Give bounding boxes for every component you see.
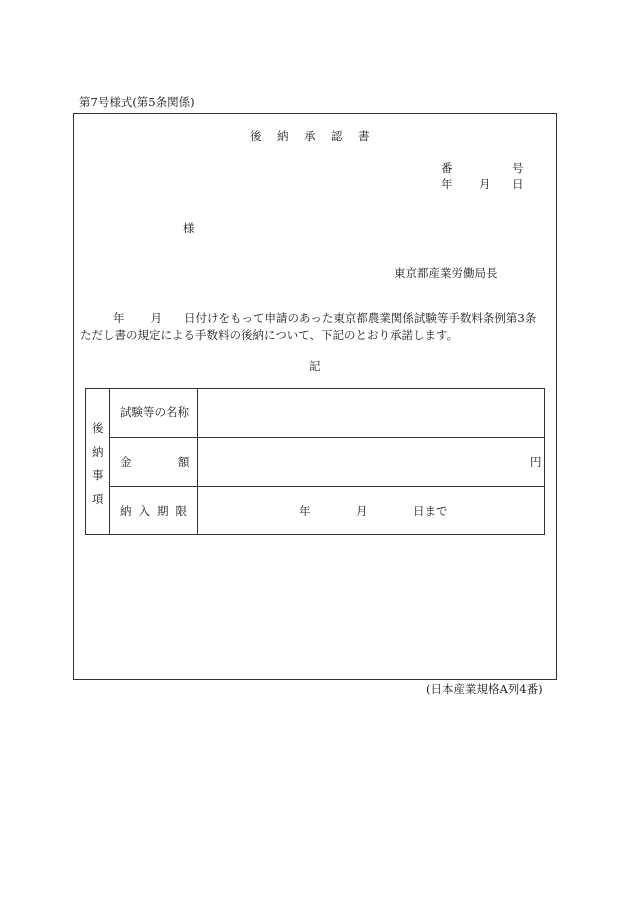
footer-note: (日本産業規格A列4番) bbox=[426, 682, 543, 696]
column-divider bbox=[109, 389, 110, 534]
document-number-suffix: 号 bbox=[512, 161, 524, 175]
side-label-char: 後 bbox=[92, 421, 104, 435]
amount-label-char: 金 bbox=[120, 455, 132, 469]
amount-label-char: 額 bbox=[178, 455, 190, 469]
deadline-month: 月 bbox=[356, 504, 368, 518]
deadline-day: 日まで bbox=[413, 504, 448, 518]
deadline-label: 納入期限 bbox=[120, 504, 194, 518]
deferred-payment-table bbox=[85, 388, 545, 535]
sender-title: 東京都産業労働局長 bbox=[394, 266, 498, 280]
side-label-column bbox=[86, 389, 109, 534]
test-name-label: 試験等の名称 bbox=[120, 405, 189, 419]
body-line-1-text: 日付けをもって申請のあった東京都農業関係試験等手数料条例第3条 bbox=[184, 311, 537, 325]
date-day-label: 日 bbox=[512, 177, 524, 191]
addressee-honorific: 様 bbox=[183, 221, 195, 235]
body-line-1 bbox=[113, 313, 536, 325]
side-label-char: 納 bbox=[92, 445, 104, 459]
column-divider bbox=[197, 389, 198, 534]
deadline-year: 年 bbox=[299, 504, 311, 518]
row-divider bbox=[109, 437, 544, 438]
row-divider bbox=[109, 486, 544, 487]
amount-unit: 円 bbox=[530, 455, 542, 469]
side-label-char: 事 bbox=[92, 468, 104, 482]
ki-heading: 記 bbox=[309, 359, 321, 373]
form-label: 第7号様式(第5条関係) bbox=[79, 95, 195, 109]
body-month: 月 bbox=[150, 311, 162, 325]
side-label-char: 項 bbox=[92, 492, 104, 506]
date-year-label: 年 bbox=[441, 177, 453, 191]
body-line-2: ただし書の規定による手数料の後納について、下記のとおり承諾します。 bbox=[80, 328, 459, 342]
document-number-label: 番 bbox=[441, 161, 453, 175]
document-title: 後納承認書 bbox=[250, 129, 385, 143]
date-month-label: 月 bbox=[479, 177, 491, 191]
body-year: 年 bbox=[113, 311, 125, 325]
